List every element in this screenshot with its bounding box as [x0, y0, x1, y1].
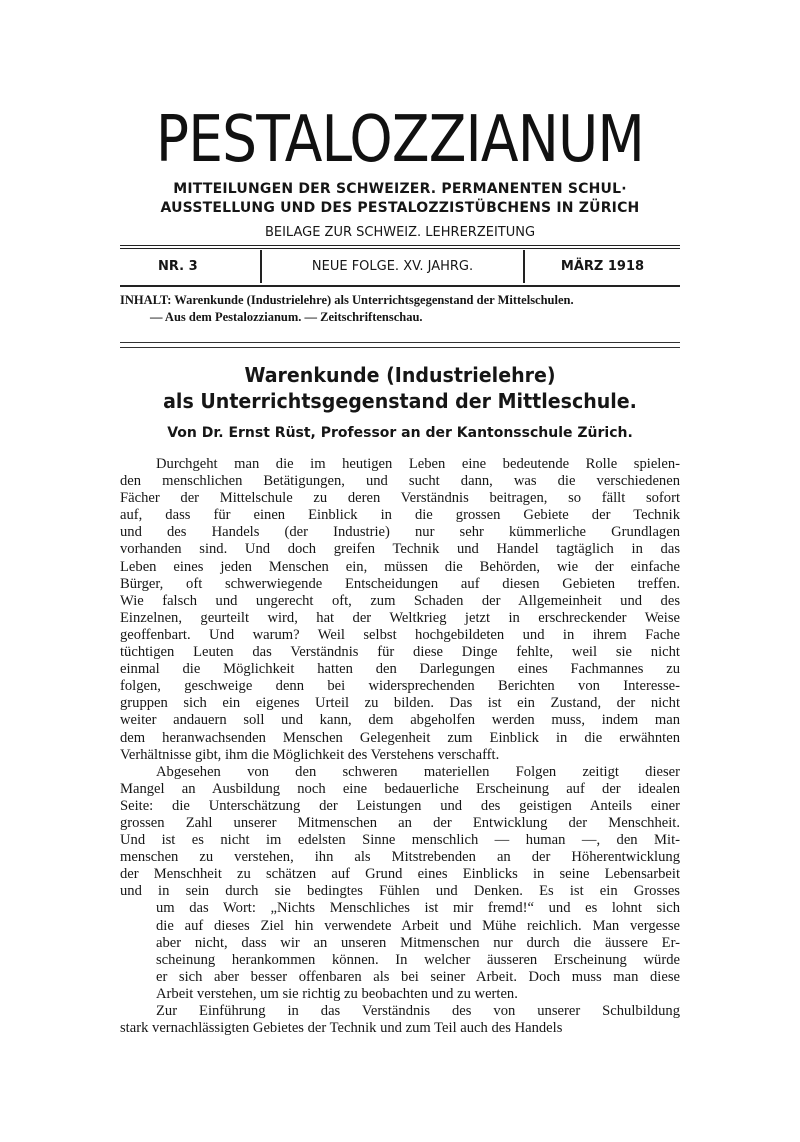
article-byline: Von Dr. Ernst Rüst, Professor an der Kantonsschule Zürich.: [167, 425, 633, 441]
body-line: Leben eines jeden Menschen ein, müssen die Behörden, wie der einfache: [120, 558, 680, 575]
body-line: grossen Zahl unserer Mitmenschen an der Entwicklung der Menschheit.: [120, 814, 680, 831]
body-line: scheinung herankommen können. In welcher äusseren Erscheinung würde: [156, 951, 680, 968]
table-of-contents: [120, 292, 680, 326]
masthead-title: PESTALOZZIANUM: [155, 103, 645, 177]
body-line: Wie falsch und ungerecht oft, zum Schaden der Allgemeinheit und des: [120, 592, 680, 609]
masthead-subtitle: [120, 180, 680, 218]
body-line: Fächer der Mittelschule zu deren Verständnis beitragen, so fällt sofort: [120, 490, 680, 507]
issue-series: NEUE FOLGE. XV. JAHRG.: [260, 250, 525, 283]
body-line: tüchtigen Leuten das Verständnis für diese Dinge fehlte, weil sie nicht: [120, 644, 680, 661]
contents-line-2: — Aus dem Pestalozzianum. — Zeitschriftenschau.: [150, 310, 423, 324]
body-line: Abgesehen von den schweren materiellen Folgen zeitigt dieser: [156, 763, 680, 780]
body-line: auf, dass für einen Einblick in die grossen Gebiete der Technik: [120, 507, 680, 524]
body-line: stark vernachlässigten Gebietes der Technik und zum Teil auch des Handels: [120, 1020, 563, 1037]
divider-rule: [120, 248, 680, 249]
body-line: weiter andauern soll und kann, dem abgeholfen werden muss, indem man: [120, 712, 680, 729]
body-line: Durchgeht man die im heutigen Leben eine bedeutende Rolle spielen-: [156, 456, 680, 472]
issue-number: NR. 3: [158, 259, 198, 274]
supplement-note: BEILAGE ZUR SCHWEIZ. LEHRERZEITUNG: [264, 225, 536, 240]
body-line: vorhanden sind. Und doch greifen Technik und Handel tagtäglich in das: [120, 541, 680, 558]
body-line: den menschlichen Betätigungen, und sucht dann, was die verschiedenen: [120, 473, 680, 490]
article-title-line-2: als Unterrichtsgegenstand der Mittleschule.: [163, 389, 637, 413]
body-line: Mangel an Ausbildung noch eine bedauerliche Erscheinung auf der idealen: [120, 780, 680, 797]
body-line: Verhältnisse gibt, ihm die Möglichkeit des Verstehens verschafft.: [120, 746, 500, 763]
body-line: einmal die Möglichkeit hatten den Darlegungen eines Fachmannes zu: [120, 661, 680, 678]
body-line: Seite: die Unterschätzung der Leistungen und des geistigen Anteils einer: [120, 797, 680, 814]
body-line: und in sein durch sie bedingtes Fühlen und Denken. Es ist ein Grosses: [120, 883, 680, 900]
subtitle-line-2: AUSSTELLUNG UND DES PESTALOZZISTÜBCHENS IN ZÜRICH: [160, 200, 640, 216]
body-line: der Menschheit zu schätzen auf Grund eines Einblicks in seine Lebensarbeit: [120, 866, 680, 883]
divider-rule: [120, 245, 680, 246]
article-title-line-1: Warenkunde (Industrielehre): [244, 363, 556, 387]
article-body: [120, 456, 680, 1037]
body-line: und des Handels (der Industrie) nur sehr kümmerliche Grundlagen: [120, 524, 680, 541]
subtitle-line-1: MITTEILUNGEN DER SCHWEIZER. PERMANENTEN SCHUL·: [173, 181, 627, 197]
body-line: gruppen sich ein eigenes Urteil zu bilden. Das ist ein Zustand, der nicht: [120, 695, 680, 712]
article-title: [134, 362, 666, 414]
body-line: Einzelnen, geurteilt wird, hat der Weltkrieg jetzt in erschreckender Weise: [120, 609, 680, 626]
contents-line-1: INHALT: Warenkunde (Industrielehre) als Unterrichtsgegenstand der Mittelschulen.: [120, 293, 574, 307]
double-divider-rule: [120, 342, 680, 348]
body-line: Arbeit verstehen, um sie richtig zu beobachten und zu werten.: [156, 985, 518, 1002]
body-line: Und ist es nicht im edelsten Sinne menschlich — human —, den Mit-: [120, 832, 680, 849]
body-line: menschen zu verstehen, ihn als Mitstrebenden an der Höherentwicklung: [120, 849, 680, 866]
body-line: dem heranwachsenden Menschen Gelegenheit zum Einblick in die erwähnten: [120, 729, 680, 746]
body-line: er sich aber besser offenbaren als bei seiner Arbeit. Doch muss man diese: [156, 968, 680, 985]
body-line: aber nicht, dass wir an unseren Mitmenschen nur durch die äussere Er-: [156, 934, 680, 951]
body-line: geoffenbart. Und warum? Weil selbst hochgebildeten und in ihrem Fache: [120, 626, 680, 643]
issue-date: MÄRZ 1918: [560, 259, 645, 274]
issue-info-bar: [120, 250, 680, 283]
body-line: die auf dieses Ziel hin verwendete Arbeit und Mühe reichlich. Man vergesse: [156, 917, 680, 934]
body-line: folgen, geschweige denn bei widersprechenden Berichten von Interesse-: [120, 678, 680, 695]
body-line: Bürger, oft schwerwiegende Entscheidungen auf diesen Gebieten treffen.: [120, 575, 680, 592]
divider-rule: [120, 285, 680, 287]
body-line: Zur Einführung in das Verständnis des von unserer Schulbildung: [156, 1003, 680, 1019]
body-line: um das Wort: „Nichts Menschliches ist mir fremd!“ und es lohnt sich: [156, 900, 680, 917]
